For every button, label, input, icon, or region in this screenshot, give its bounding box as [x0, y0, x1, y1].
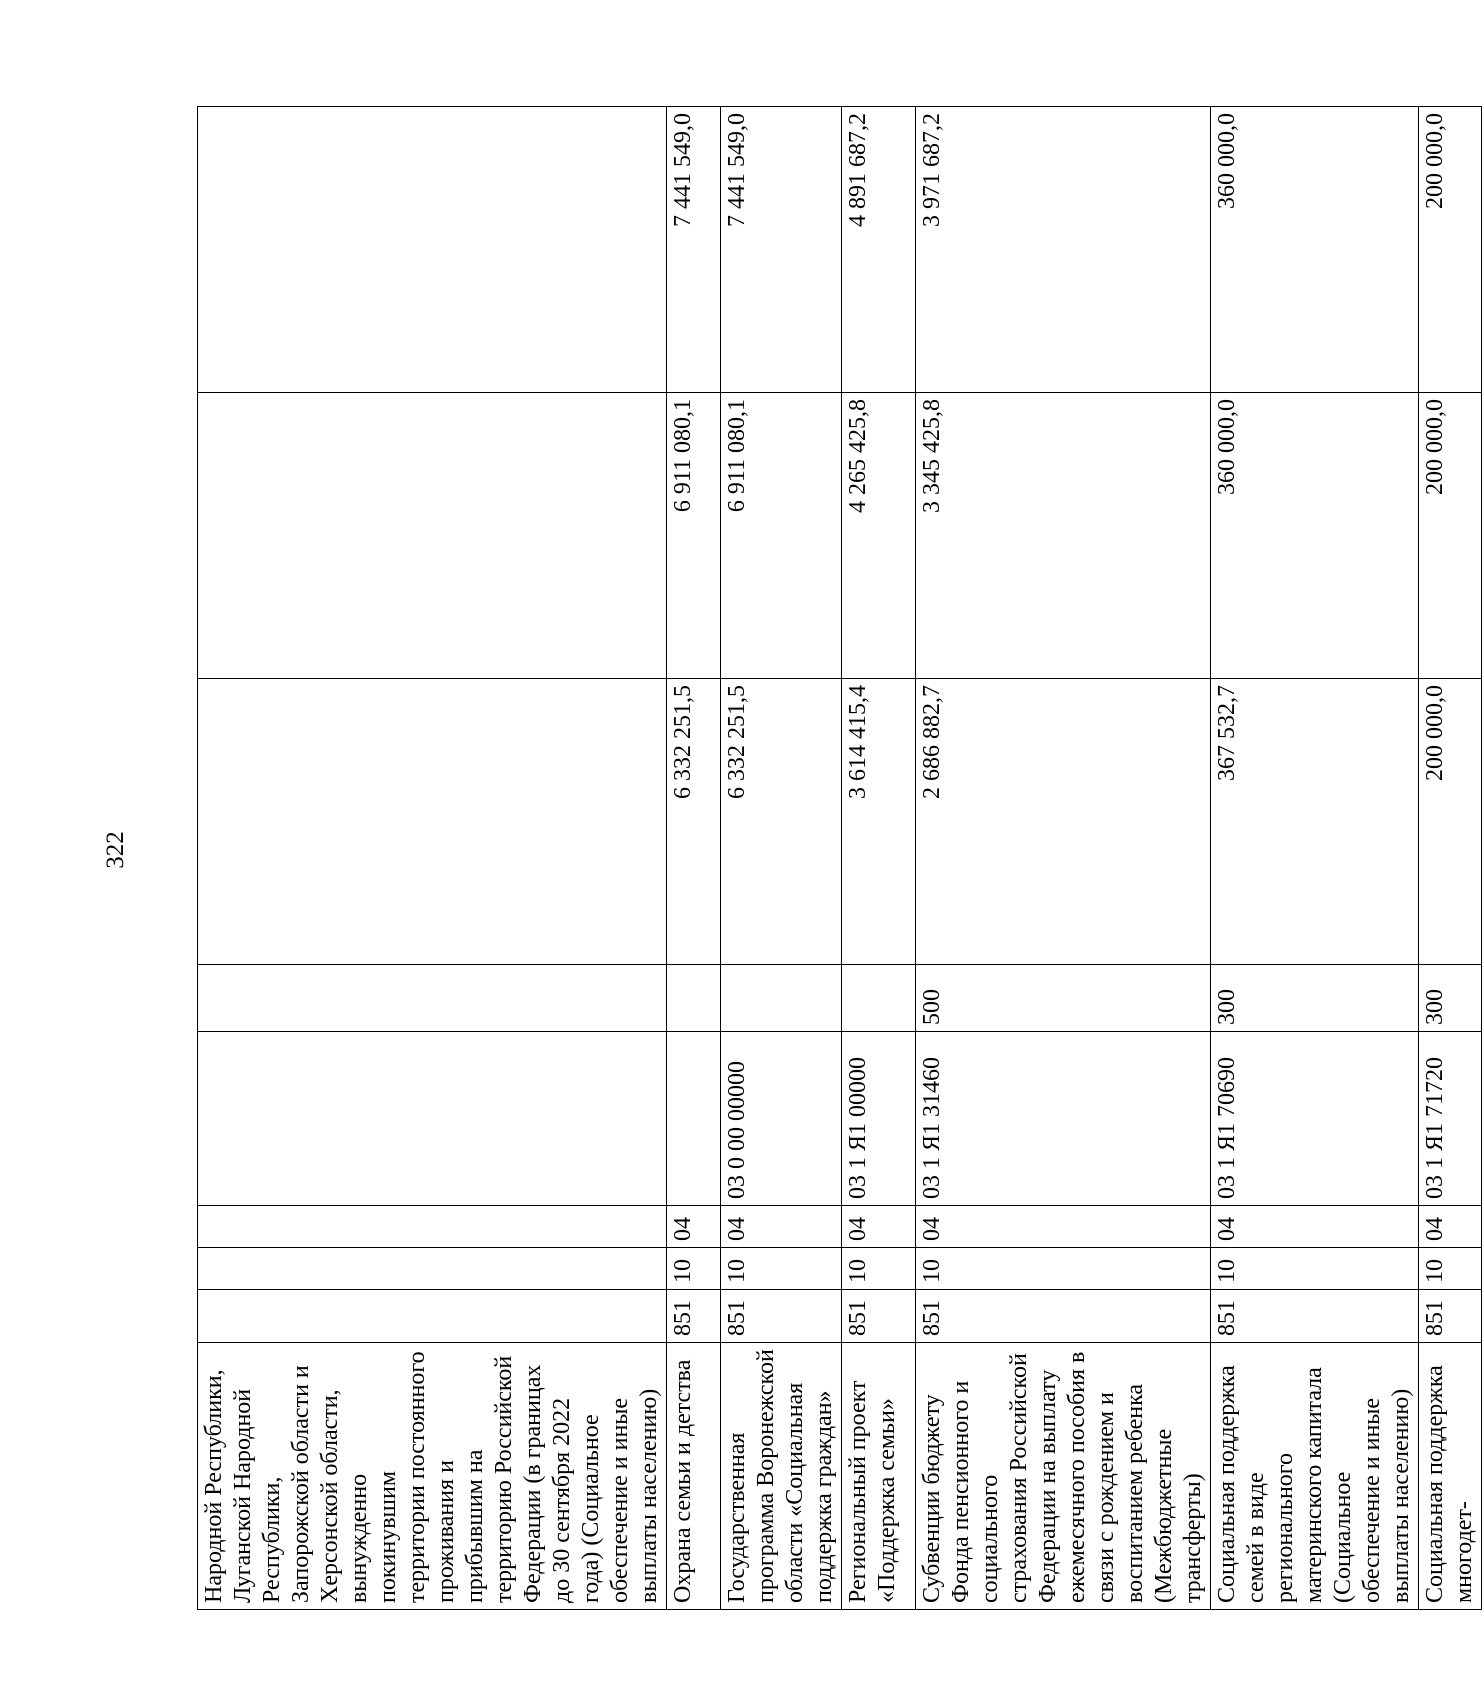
cell-amount-2025: [198, 393, 667, 679]
cell-vr: [721, 965, 842, 1032]
cell-name: Народной Республики, Луганской Народной Республики, Запорожской области и Херсонской области, вынужденно покинувшим территории постоянного проживания и прибывшим на территорию Российской Федерации (в границах до 30 сентября 2022 года) (Социальное обеспечение и иные выплаты населению): [198, 1343, 667, 1610]
cell-pr: [198, 1206, 667, 1248]
cell-pr: 04: [721, 1206, 842, 1248]
cell-csr: [667, 1032, 721, 1206]
cell-rz: 10: [721, 1248, 842, 1290]
page-number: 322: [102, 831, 129, 869]
cell-name: Субвенции бюджету Фонда пенсионного и социального страхования Российской Федерации на выплату ежемесячного пособия в связи с рождением и воспитанием ребенка (Межбюджетные трансферты): [916, 1343, 1211, 1610]
cell-amount-2024: 6 332 251,5: [667, 679, 721, 965]
cell-amount-2026: 4 891 687,2: [842, 107, 916, 393]
cell-amount-2026: 200 000,0: [1419, 107, 1482, 393]
cell-name: Региональный проект «Поддержка семьи»: [842, 1343, 916, 1610]
cell-csr: 03 1 Я1 70690: [1211, 1032, 1419, 1206]
cell-rz: [198, 1248, 667, 1290]
cell-amount-2024: 367 532,7: [1211, 679, 1419, 965]
cell-csr: 03 1 Я1 71720: [1419, 1032, 1482, 1206]
cell-rz: 10: [1211, 1248, 1419, 1290]
table-rotation-frame: [197, 107, 1477, 1610]
cell-pr: 04: [842, 1206, 916, 1248]
cell-name: Социальная поддержка семей в виде регионального материнского капитала (Социальное обеспечение и иные выплаты населению): [1211, 1343, 1419, 1610]
cell-vr: 500: [916, 965, 1211, 1032]
cell-vr: [667, 965, 721, 1032]
cell-amount-2025: 200 000,0: [1419, 393, 1482, 679]
cell-pr: 04: [667, 1206, 721, 1248]
cell-grbs: 851: [667, 1290, 721, 1343]
cell-grbs: 851: [842, 1290, 916, 1343]
cell-amount-2026: 7 441 549,0: [667, 107, 721, 393]
cell-amount-2025: 3 345 425,8: [916, 393, 1211, 679]
table-row: [667, 107, 721, 1610]
cell-amount-2025: 360 000,0: [1211, 393, 1419, 679]
table-row: [916, 107, 1211, 1610]
cell-name: Государственная программа Воронежской области «Социальная поддержка граждан»: [721, 1343, 842, 1610]
cell-pr: 04: [1211, 1206, 1419, 1248]
cell-amount-2026: 360 000,0: [1211, 107, 1419, 393]
cell-grbs: [198, 1290, 667, 1343]
cell-rz: 10: [916, 1248, 1211, 1290]
cell-rz: 10: [842, 1248, 916, 1290]
table-row: [1419, 107, 1482, 1610]
budget-table: [197, 106, 1482, 1610]
cell-amount-2026: 3 971 687,2: [916, 107, 1211, 393]
cell-grbs: 851: [721, 1290, 842, 1343]
cell-csr: [198, 1032, 667, 1206]
cell-rz: 10: [667, 1248, 721, 1290]
cell-amount-2024: 200 000,0: [1419, 679, 1482, 965]
cell-amount-2024: [198, 679, 667, 965]
cell-vr: [198, 965, 667, 1032]
cell-csr: 03 1 Я1 31460: [916, 1032, 1211, 1206]
cell-vr: [842, 965, 916, 1032]
table-row: [1211, 107, 1419, 1610]
cell-amount-2024: 3 614 415,4: [842, 679, 916, 965]
cell-amount-2024: 6 332 251,5: [721, 679, 842, 965]
cell-name: Охрана семьи и детства: [667, 1343, 721, 1610]
cell-grbs: 851: [1211, 1290, 1419, 1343]
cell-grbs: 851: [916, 1290, 1211, 1343]
cell-amount-2025: 6 911 080,1: [721, 393, 842, 679]
cell-amount-2025: 6 911 080,1: [667, 393, 721, 679]
cell-pr: 04: [1419, 1206, 1482, 1248]
cell-csr: 03 0 00 00000: [721, 1032, 842, 1206]
cell-amount-2026: [198, 107, 667, 393]
cell-pr: 04: [916, 1206, 1211, 1248]
cell-amount-2024: 2 686 882,7: [916, 679, 1211, 965]
cell-vr: 300: [1211, 965, 1419, 1032]
cell-grbs: 851: [1419, 1290, 1482, 1343]
cell-amount-2025: 4 265 425,8: [842, 393, 916, 679]
cell-csr: 03 1 Я1 00000: [842, 1032, 916, 1206]
table-row: [721, 107, 842, 1610]
cell-name: Социальная поддержка многодет-: [1419, 1343, 1482, 1610]
table-row: [198, 107, 667, 1610]
cell-amount-2026: 7 441 549,0: [721, 107, 842, 393]
table-row: [842, 107, 916, 1610]
cell-rz: 10: [1419, 1248, 1482, 1290]
cell-vr: 300: [1419, 965, 1482, 1032]
